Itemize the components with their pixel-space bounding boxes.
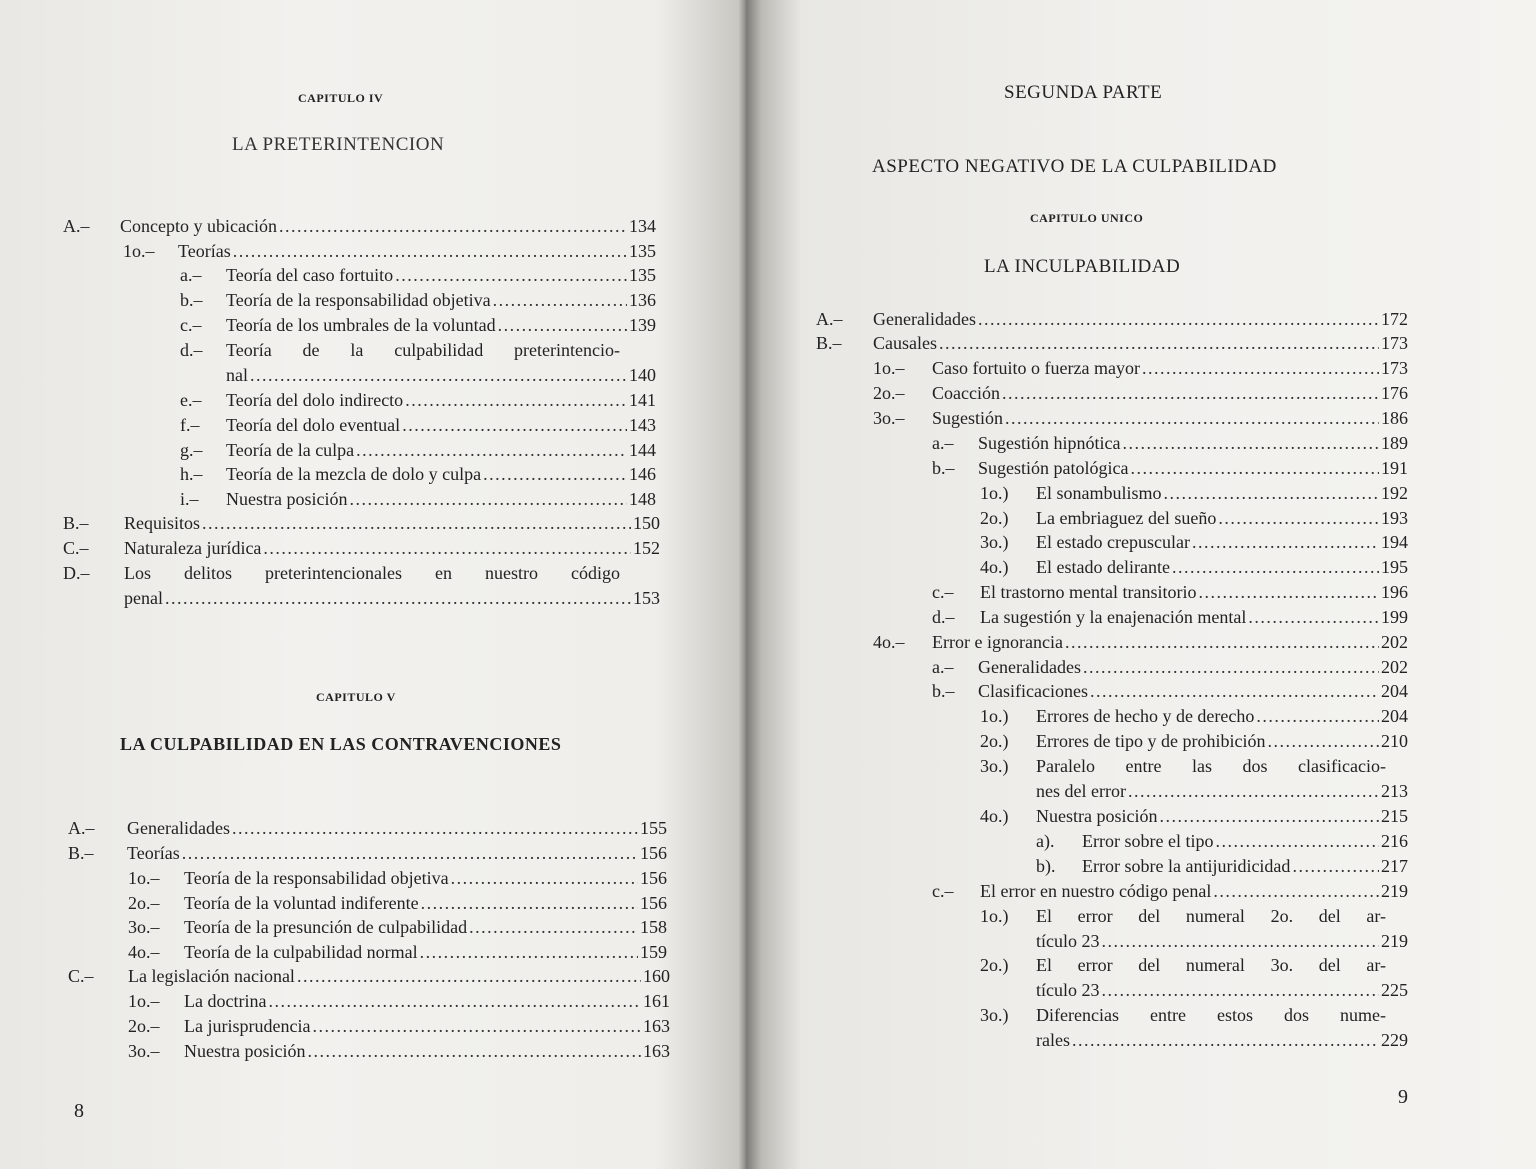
toc-leader-dots [165,588,631,608]
toc-entry [932,607,1408,627]
toc-leader-dots [202,513,631,533]
toc-entry-page: 204 [1381,681,1408,701]
toc-entry [980,706,1408,726]
toc-entry-page: 225 [1381,980,1408,1000]
toc-entry-marker: c.– [932,881,954,901]
toc-entry-text: Generalidades [873,309,976,329]
toc-entry-marker: c.– [180,315,202,335]
toc-leader-dots [1215,831,1379,851]
toc-entry-page: 155 [640,818,667,838]
toc-entry-text: El error en nuestro código penal [980,881,1212,901]
toc-entry-page: 135 [629,241,656,261]
toc-entry [873,632,1408,652]
toc-leader-dots [250,365,627,385]
toc-entry [180,290,656,310]
toc-leader-dots [307,1041,641,1061]
toc-entry-page: 215 [1381,806,1408,826]
toc-entry-marker: 2o.– [873,383,905,403]
toc-entry-text: Nuestra posición [1036,806,1158,826]
toc-entry-page: 160 [643,966,670,986]
toc-entry-text: Teorías [127,843,180,863]
toc-entry [873,408,1408,428]
toc-entry [128,942,667,962]
toc-leader-dots [1267,731,1379,751]
toc-leader-dots [1172,557,1379,577]
toc-entry-marker: c.– [932,582,954,602]
toc-leader-dots [1128,781,1379,801]
toc-leader-dots [1102,980,1380,1000]
toc-entry-text: Sugestión [932,408,1004,428]
toc-entry-page: 219 [1381,881,1408,901]
toc-entry-text: Concepto y ubicación [120,216,277,236]
toc-entry-page: 217 [1381,856,1408,876]
toc-leader-dots [1102,931,1380,951]
toc-leader-dots [263,538,631,558]
toc-entry-marker: b.– [932,458,955,478]
toc-entry-marker: g.– [180,440,203,460]
toc-entry-page: 173 [1381,358,1408,378]
toc-entry-page: 163 [643,1016,670,1036]
toc-entry-marker: A.– [68,818,95,838]
toc-entry-marker: 1o.– [128,991,160,1011]
toc-entry [980,906,1386,926]
toc-entry [123,241,656,261]
toc-entry-text: Teorías [178,241,231,261]
chapter-iv-label: CAPITULO IV [298,91,384,105]
toc-entry-marker: d.– [932,607,955,627]
toc-entry-marker: 3o.) [980,1005,1009,1025]
toc-entry-page: 158 [640,917,667,937]
toc-entry-marker: B.– [816,333,842,353]
toc-leader-dots [421,893,638,913]
chapter-unico-title: LA INCULPABILIDAD [984,256,1181,277]
toc-entry [180,390,656,410]
toc-entry-text: El error del numeral 3o. del ar- [1036,955,1386,975]
toc-leader-dots [939,333,1379,353]
toc-entry-page: 192 [1381,483,1408,503]
toc-entry-text: Diferencias entre estos dos nume- [1036,1005,1386,1025]
toc-entry-text: El sonambulismo [1036,483,1162,503]
toc-entry-text: Coacción [932,383,1000,403]
toc-entry-text: tículo 23 [1036,931,1100,951]
toc-entry-marker: a.– [180,265,202,285]
toc-entry-text: Naturaleza jurídica [124,538,262,558]
toc-entry-marker: i.– [180,489,199,509]
toc-entry [1036,980,1408,1000]
toc-entry [980,557,1408,577]
toc-entry-page: 194 [1381,532,1408,552]
chapter-v-title: LA CULPABILIDAD EN LAS CONTRAVENCIONES [120,734,562,754]
toc-entry-text: Teoría del caso fortuito [226,265,394,285]
toc-entry [1036,1030,1408,1050]
toc-leader-dots [1192,532,1379,552]
toc-entry-text: Clasificaciones [978,681,1088,701]
toc-entry-marker: b.– [932,681,955,701]
toc-leader-dots [451,868,638,888]
toc-entry [873,358,1408,378]
toc-entry-page: 156 [640,893,667,913]
toc-entry-text: Nuestra posición [226,489,348,509]
toc-leader-dots [1002,383,1379,403]
toc-entry-text: Teoría de la mezcla de dolo y culpa [226,464,482,484]
toc-entry-marker: B.– [68,843,94,863]
toc-entry-page: 150 [633,513,660,533]
toc-entry-page: 153 [633,588,660,608]
toc-entry [980,532,1408,552]
toc-entry [63,513,660,533]
toc-entry-marker: 4o.– [128,942,160,962]
toc-entry [980,731,1408,751]
toc-leader-dots [978,309,1379,329]
toc-entry [68,843,667,863]
toc-leader-dots [268,991,641,1011]
toc-entry-page: 210 [1381,731,1408,751]
toc-entry [932,681,1408,701]
toc-entry [1036,781,1408,801]
toc-entry [180,489,656,509]
toc-entry-text: Teoría del dolo eventual [226,415,401,435]
toc-entry [980,955,1386,975]
toc-entry-page: 161 [643,991,670,1011]
toc-entry [124,588,660,608]
toc-entry-page: 136 [629,290,656,310]
toc-entry-marker: 3o.– [873,408,905,428]
toc-entry-text: Teoría de la culpa [226,440,355,460]
toc-entry-page: 156 [640,868,667,888]
toc-leader-dots [1292,856,1379,876]
toc-entry-page: 202 [1381,632,1408,652]
toc-entry-marker: b.– [180,290,203,310]
toc-entry-marker: 2o.) [980,731,1009,751]
toc-leader-dots [1159,806,1379,826]
toc-leader-dots [1005,408,1379,428]
toc-entry-text: Errores de tipo y de prohibición [1036,731,1266,751]
toc-entry [180,440,656,460]
toc-entry-marker: A.– [816,309,843,329]
toc-leader-dots [297,966,641,986]
toc-leader-dots [182,843,638,863]
toc-entry-marker: 4o.) [980,557,1009,577]
toc-entry [932,458,1408,478]
toc-leader-dots [356,440,627,460]
toc-entry [980,756,1386,776]
toc-entry [128,868,667,888]
toc-entry-text: El error del numeral 2o. del ar- [1036,906,1386,926]
toc-entry-page: 163 [643,1041,670,1061]
toc-entry [180,415,656,435]
toc-entry [128,991,670,1011]
toc-entry-page: 139 [629,315,656,335]
toc-entry-text: Sugestión hipnótica [978,433,1121,453]
toc-entry [226,365,656,385]
toc-entry [63,563,620,583]
toc-entry [128,1016,670,1036]
toc-entry [128,893,667,913]
toc-entry-text: El estado crepuscular [1036,532,1190,552]
toc-leader-dots [1213,881,1379,901]
toc-entry [932,582,1408,602]
toc-leader-dots [1065,632,1379,652]
toc-entry-page: 148 [629,489,656,509]
toc-entry [932,657,1408,677]
toc-leader-dots [1142,358,1379,378]
page-number-right: 9 [1398,1086,1408,1108]
toc-entry-page: 140 [629,365,656,385]
toc-entry [873,383,1408,403]
toc-entry-text: Errores de hecho y de derecho [1036,706,1255,726]
right-page [746,0,1536,1169]
toc-entry [68,966,670,986]
toc-entry-text: La embriaguez del sueño [1036,508,1217,528]
toc-entry-marker: e.– [180,390,202,410]
toc-entry-page: 186 [1381,408,1408,428]
toc-leader-dots [395,265,627,285]
toc-entry-marker: 1o.– [128,868,160,888]
toc-entry-page: 172 [1381,309,1408,329]
toc-leader-dots [498,315,627,335]
toc-entry [180,265,656,285]
toc-entry-marker: 4o.) [980,806,1009,826]
toc-entry-page: 134 [629,216,656,236]
toc-entry-marker: 3o.– [128,1041,160,1061]
part-heading: SEGUNDA PARTE [1004,82,1163,103]
toc-entry-marker: 2o.) [980,508,1009,528]
toc-entry-text: Caso fortuito o fuerza mayor [932,358,1140,378]
chapter-v-label: CAPITULO V [316,690,396,704]
toc-entry-page: 204 [1381,706,1408,726]
toc-leader-dots [1123,433,1380,453]
toc-entry [932,881,1408,901]
toc-entry [128,917,667,937]
toc-entry-text: nal [226,365,248,385]
toc-entry-marker: C.– [68,966,94,986]
toc-entry-text: El estado delirante [1036,557,1170,577]
toc-entry [1036,931,1408,951]
toc-entry [1036,856,1408,876]
toc-entry-text: Sugestión patológica [978,458,1129,478]
toc-entry-text: Teoría de la responsabilidad objetiva [184,868,449,888]
toc-entry-page: 135 [629,265,656,285]
toc-entry-text: Teoría de la culpabilidad normal [184,942,418,962]
toc-entry-marker: 2o.– [128,893,160,913]
toc-entry [128,1041,670,1061]
toc-entry-page: 156 [640,843,667,863]
toc-entry [180,315,656,335]
chapter-unico-label: CAPITULO UNICO [1030,211,1144,225]
toc-entry-marker: d.– [180,340,203,360]
toc-entry [816,333,1408,353]
toc-entry-marker: a). [1036,831,1055,851]
part-title: ASPECTO NEGATIVO DE LA CULPABILIDAD [872,156,1277,177]
toc-leader-dots [1090,681,1379,701]
toc-entry-page: 196 [1381,582,1408,602]
toc-entry-page: 213 [1381,781,1408,801]
toc-entry-marker: 3o.) [980,756,1009,776]
toc-entry-page: 202 [1381,657,1408,677]
toc-entry-marker: 1o.) [980,706,1009,726]
toc-entry-text: Los delitos preterintencionales en nuestro código [124,563,620,583]
toc-entry-marker: 2o.– [128,1016,160,1036]
toc-leader-dots [312,1016,641,1036]
chapter-iv-title: LA PRETERINTENCION [232,134,445,155]
toc-entry-marker: 1o.) [980,483,1009,503]
toc-entry-page: 229 [1381,1030,1408,1050]
toc-entry-text: Generalidades [127,818,230,838]
toc-entry-text: Teoría de los umbrales de la voluntad [226,315,496,335]
toc-leader-dots [420,942,638,962]
toc-entry-marker: B.– [63,513,89,533]
toc-entry-text: Error e ignorancia [932,632,1063,652]
toc-entry-marker: 1o.) [980,906,1009,926]
toc-leader-dots [405,390,627,410]
toc-entry-page: 143 [629,415,656,435]
toc-entry-text: Teoría de la presunción de culpabilidad [184,917,468,937]
toc-entry [980,806,1408,826]
toc-entry-text: La jurisprudencia [184,1016,311,1036]
toc-entry-text: Teoría de la voluntad indiferente [184,893,419,913]
toc-entry [980,1005,1386,1025]
toc-leader-dots [232,818,638,838]
toc-leader-dots [1083,657,1379,677]
toc-entry-marker: C.– [63,538,89,558]
toc-entry-text: rales [1036,1030,1070,1050]
toc-entry-marker: a.– [932,433,954,453]
toc-entry-page: 199 [1381,607,1408,627]
toc-entry-text: Paralelo entre las dos clasificacio- [1036,756,1386,776]
left-page [0,0,746,1169]
toc-entry-text: La legislación nacional [128,966,295,986]
toc-leader-dots [493,290,627,310]
toc-entry-text: Teoría de la responsabilidad objetiva [226,290,491,310]
toc-leader-dots [279,216,627,236]
toc-leader-dots [1130,458,1379,478]
toc-entry-page: 152 [633,538,660,558]
toc-leader-dots [1072,1030,1379,1050]
toc-leader-dots [1164,483,1380,503]
toc-entry [932,433,1408,453]
toc-leader-dots [349,489,627,509]
toc-entry-text: Causales [873,333,937,353]
toc-entry-text: Teoría de la culpabilidad preterintencio- [226,340,620,360]
toc-entry [980,508,1408,528]
page-number-left: 8 [74,1100,84,1122]
toc-entry-page: 173 [1381,333,1408,353]
toc-entry-page: 193 [1381,508,1408,528]
toc-entry-marker: 1o.– [873,358,905,378]
toc-entry-text: Error sobre la antijuridicidad [1082,856,1291,876]
toc-entry-text: penal [124,588,163,608]
toc-entry-marker: D.– [63,563,90,583]
toc-entry [816,309,1408,329]
toc-entry-page: 159 [640,942,667,962]
toc-entry [180,340,620,360]
toc-entry-text: Teoría del dolo indirecto [226,390,404,410]
toc-entry [63,216,656,236]
toc-entry-page: 195 [1381,557,1408,577]
toc-entry-page: 176 [1381,383,1408,403]
toc-entry-text: Requisitos [124,513,201,533]
toc-entry-page: 219 [1381,931,1408,951]
toc-entry-page: 144 [629,440,656,460]
toc-entry-marker: A.– [63,216,90,236]
toc-entry-page: 191 [1381,458,1408,478]
toc-entry [980,483,1408,503]
toc-entry-marker: 2o.) [980,955,1009,975]
toc-leader-dots [1248,607,1379,627]
toc-entry-text: La doctrina [184,991,267,1011]
toc-leader-dots [402,415,627,435]
toc-entry-marker: f.– [180,415,200,435]
toc-entry-marker: 3o.– [128,917,160,937]
toc-entry [1036,831,1408,851]
toc-entry [180,464,656,484]
toc-leader-dots [1256,706,1379,726]
toc-leader-dots [1218,508,1379,528]
toc-entry-marker: 4o.– [873,632,905,652]
toc-entry-marker: b). [1036,856,1056,876]
toc-entry-text: El trastorno mental transitorio [980,582,1197,602]
toc-entry [68,818,667,838]
toc-entry-text: Error sobre el tipo [1082,831,1214,851]
toc-entry-text: Generalidades [978,657,1081,677]
toc-entry-text: Nuestra posición [184,1041,306,1061]
toc-leader-dots [233,241,627,261]
toc-entry-marker: 1o.– [123,241,155,261]
toc-entry-text: La sugestión y la enajenación mental [980,607,1247,627]
toc-entry-marker: h.– [180,464,203,484]
toc-entry-text: nes del error [1036,781,1126,801]
toc-entry-page: 146 [629,464,656,484]
toc-entry [63,538,660,558]
toc-entry-marker: 3o.) [980,532,1009,552]
toc-entry-text: tículo 23 [1036,980,1100,1000]
toc-entry-page: 216 [1381,831,1408,851]
toc-entry-marker: a.– [932,657,954,677]
toc-leader-dots [469,917,638,937]
toc-leader-dots [483,464,627,484]
toc-leader-dots [1198,582,1379,602]
toc-entry-page: 141 [629,390,656,410]
toc-entry-page: 189 [1381,433,1408,453]
